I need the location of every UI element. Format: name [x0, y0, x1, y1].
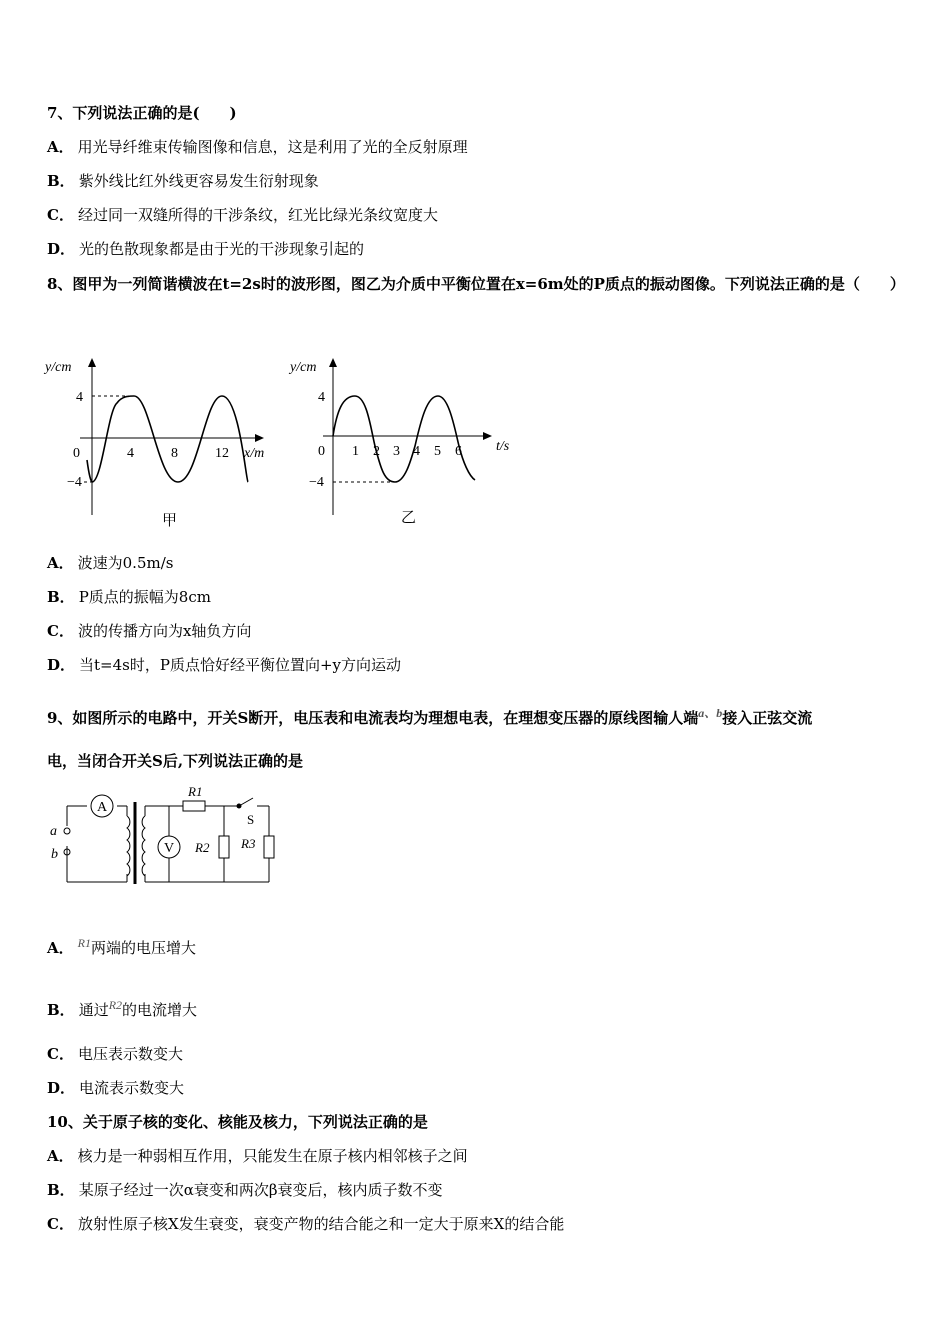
- svg-text:a: a: [50, 824, 57, 839]
- switch-pivot: [237, 804, 242, 809]
- yi-xtick-3: 3: [393, 444, 400, 459]
- r1-symbol: R1: [77, 936, 91, 950]
- jia-ytick-neg4: −4: [67, 475, 82, 490]
- yi-x-arrow: [483, 432, 492, 440]
- yi-xtick-4: 4: [413, 444, 420, 459]
- jia-xtick-8: 8: [171, 446, 178, 461]
- q8-option-b[interactable]: B． P质点的振幅为8cm: [47, 588, 211, 606]
- q7-option-b[interactable]: B． 紫外线比红外线更容易发生衍射现象: [47, 172, 319, 190]
- svg-text:A: A: [97, 800, 108, 815]
- yi-xtick-6: 6: [455, 444, 462, 459]
- q10-stem: 10、关于原子核的变化、核能及核力，下列说法正确的是: [47, 1113, 428, 1131]
- jia-xlabel: x/m: [244, 446, 265, 461]
- jia-x-arrow: [255, 434, 264, 442]
- jia-xtick-4: 4: [127, 446, 134, 461]
- q9-stem: 9、如图所示的电路中，开关S断开，电压表和电流表均为理想电表，在理想变压器的原线图输人端$^{a、b}$接入正弦交流: [47, 706, 813, 727]
- q8-option-a[interactable]: A． 波速为0.5m/s: [47, 554, 174, 572]
- yi-xtick-1: 1: [352, 444, 359, 459]
- q10-option-b[interactable]: B． 某原子经过一次α衰变和两次β衰变后，核内质子数不变: [47, 1181, 443, 1199]
- svg-text:R3: R3: [241, 836, 256, 851]
- r2-symbol: R2: [108, 998, 123, 1012]
- r3-resistor: [264, 836, 274, 858]
- primary-coil: [127, 816, 130, 876]
- yi-xlabel: t/s: [496, 439, 510, 454]
- q7-stem: 7、下列说法正确的是( ): [47, 104, 237, 122]
- r1-resistor: [183, 801, 205, 811]
- q8-option-c[interactable]: C． 波的传播方向为x轴负方向: [47, 622, 252, 640]
- svg-text:R2: R2: [195, 840, 210, 855]
- q7-option-d[interactable]: D． 光的色散现象都是由于光的干涉现象引起的: [47, 240, 365, 258]
- svg-text:b: b: [51, 847, 58, 862]
- yi-xtick-5: 5: [434, 444, 441, 459]
- q9-option-c[interactable]: C． 电压表示数变大: [47, 1045, 183, 1063]
- r2-resistor: [219, 836, 229, 858]
- q9-option-d[interactable]: D． 电流表示数变大: [47, 1079, 185, 1097]
- yi-ytick-4: 4: [318, 390, 325, 405]
- yi-ytick-neg4: −4: [309, 475, 324, 490]
- yi-y-arrow: [329, 358, 337, 367]
- q9-option-b[interactable]: B． 通过$^{R2}$的电流增大: [47, 998, 198, 1019]
- yi-wave: [333, 396, 475, 482]
- secondary-coil: [142, 816, 145, 876]
- q9-circuit: [45, 782, 285, 892]
- terminal-a: [64, 828, 70, 834]
- q7-option-c[interactable]: C． 经过同一双缝所得的干涉条纹，红光比绿光条纹宽度大: [47, 206, 438, 224]
- svg-text:R1: R1: [188, 784, 203, 799]
- q7-option-a[interactable]: A． 用光导纤维束传输图像和信息，这是利用了光的全反射原理: [47, 138, 468, 156]
- q8-stem: 8、图甲为一列简谐横波在t=2s时的波形图，图乙为介质中平衡位置在x=6m处的P质点的振动图像。下列说法正确的是（ ）: [47, 275, 905, 293]
- q8-figure-yi: [285, 350, 530, 540]
- svg-text:V: V: [164, 841, 175, 856]
- q10-option-c[interactable]: C． 放射性原子核X发生衰变，衰变产物的结合能之和一定大于原来X的结合能: [47, 1215, 565, 1233]
- jia-xtick-12: 12: [215, 446, 229, 461]
- yi-ylabel: y/cm: [290, 360, 317, 375]
- q9-terminals: a、b: [698, 706, 723, 720]
- svg-text:S: S: [247, 812, 255, 827]
- jia-ylabel: y/cm: [45, 360, 72, 375]
- q8-option-d[interactable]: D． 当t=4s时，P质点恰好经平衡位置向+y方向运动: [47, 656, 401, 674]
- q8-figure-jia: [40, 350, 280, 535]
- jia-wave: [92, 396, 248, 482]
- q9-option-a[interactable]: A． $^{R1}$两端的电压增大: [47, 936, 196, 957]
- jia-caption: 甲: [162, 513, 178, 529]
- q9-stem-line2: 电，当闭合开关S后,下列说法正确的是: [47, 752, 304, 770]
- yi-xtick-2: 2: [373, 444, 380, 459]
- jia-ytick-4: 4: [76, 390, 83, 405]
- q10-option-a[interactable]: A． 核力是一种弱相互作用，只能发生在原子核内相邻核子之间: [47, 1147, 468, 1165]
- jia-y-arrow: [88, 358, 96, 367]
- yi-xtick-0: 0: [318, 444, 325, 459]
- yi-caption: 乙: [401, 510, 417, 526]
- jia-xtick-0: 0: [73, 446, 80, 461]
